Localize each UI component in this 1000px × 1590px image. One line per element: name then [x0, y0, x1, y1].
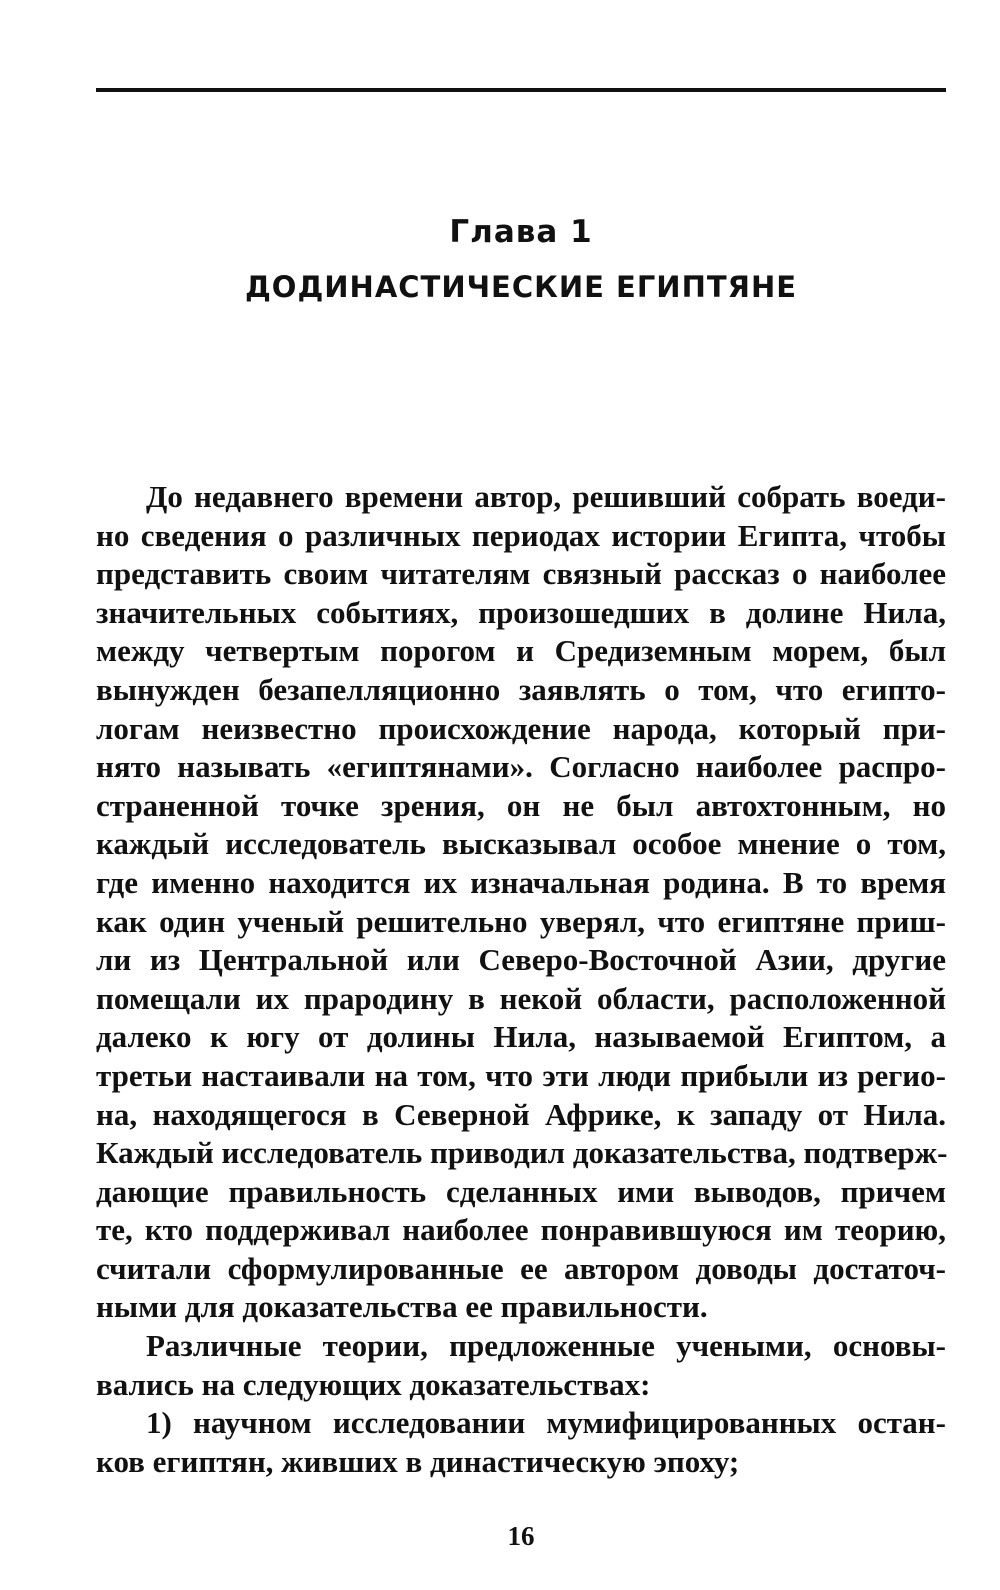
text-line: дающие правильность сделанных ими выводов, причем — [96, 1173, 946, 1209]
text-line: третьи настаивали на том, что эти люди прибыли из регио- — [96, 1057, 946, 1093]
body-text — [96, 478, 946, 1481]
text-line: помещали их прародину в некой области, расположенной — [96, 980, 946, 1016]
text-line: каждый исследователь высказывал особое мнение о том, — [96, 826, 946, 862]
text-line: те, кто поддерживал наиболее понравившуюся им теорию, — [96, 1212, 946, 1248]
text-line: нято называть «египтянами». Согласно наиболее распро- — [96, 749, 946, 785]
text-line: вались на следующих доказательствах: — [96, 1366, 651, 1402]
text-line: представить своим читателям связный рассказ о наиболее — [96, 556, 946, 592]
text-line: Различные теории, предложенные учеными, основы- — [146, 1328, 946, 1364]
text-line: страненной точке зрения, он не был автохтонным, но — [96, 787, 946, 823]
text-line: значительных событиях, произошедших в долине Нила, — [96, 594, 946, 630]
text-line: между четвертым порогом и Средиземным морем, был — [96, 633, 946, 669]
text-line: но сведения о различных периодах истории Египта, чтобы — [96, 517, 946, 553]
text-line: далеко к югу от долины Нила, называемой Египтом, а — [96, 1019, 946, 1055]
text-line: 1) научном исследовании мумифицированных остан- — [146, 1405, 946, 1441]
text-line: где именно находится их изначальная родина. В то время — [96, 864, 946, 900]
text-line: как один ученый решительно уверял, что египтяне приш- — [96, 903, 946, 939]
paragraph-3 — [96, 1404, 946, 1481]
text-line: вынужден безапелляционно заявлять о том, что египто- — [96, 671, 946, 707]
text-line: Каждый исследователь приводил доказательства, подтверж- — [96, 1135, 948, 1171]
text-line: ков египтян, живших в династическую эпоху; — [96, 1443, 740, 1479]
page-number: 16 — [507, 1521, 535, 1551]
paragraph-2 — [96, 1327, 946, 1404]
text-line: ли из Центральной или Северо-Восточной Азии, другие — [96, 942, 946, 978]
text-line: на, находящегося в Северной Африке, к западу от Нила. — [96, 1096, 946, 1132]
text-line: считали сформулированные ее автором доводы достаточ- — [96, 1250, 946, 1286]
top-rule — [96, 88, 946, 92]
text-line: До недавнего времени автор, решивший собрать воеди- — [146, 479, 946, 514]
text-line: логам неизвестно происхождение народа, который при- — [96, 710, 946, 746]
chapter-title: ДОДИНАСТИЧЕСКИЕ ЕГИПТЯНЕ — [244, 270, 798, 304]
text-line: ными для доказательства ее правильности. — [96, 1289, 708, 1325]
chapter-number: Глава 1 — [449, 214, 593, 250]
paragraph-1 — [96, 478, 946, 1327]
